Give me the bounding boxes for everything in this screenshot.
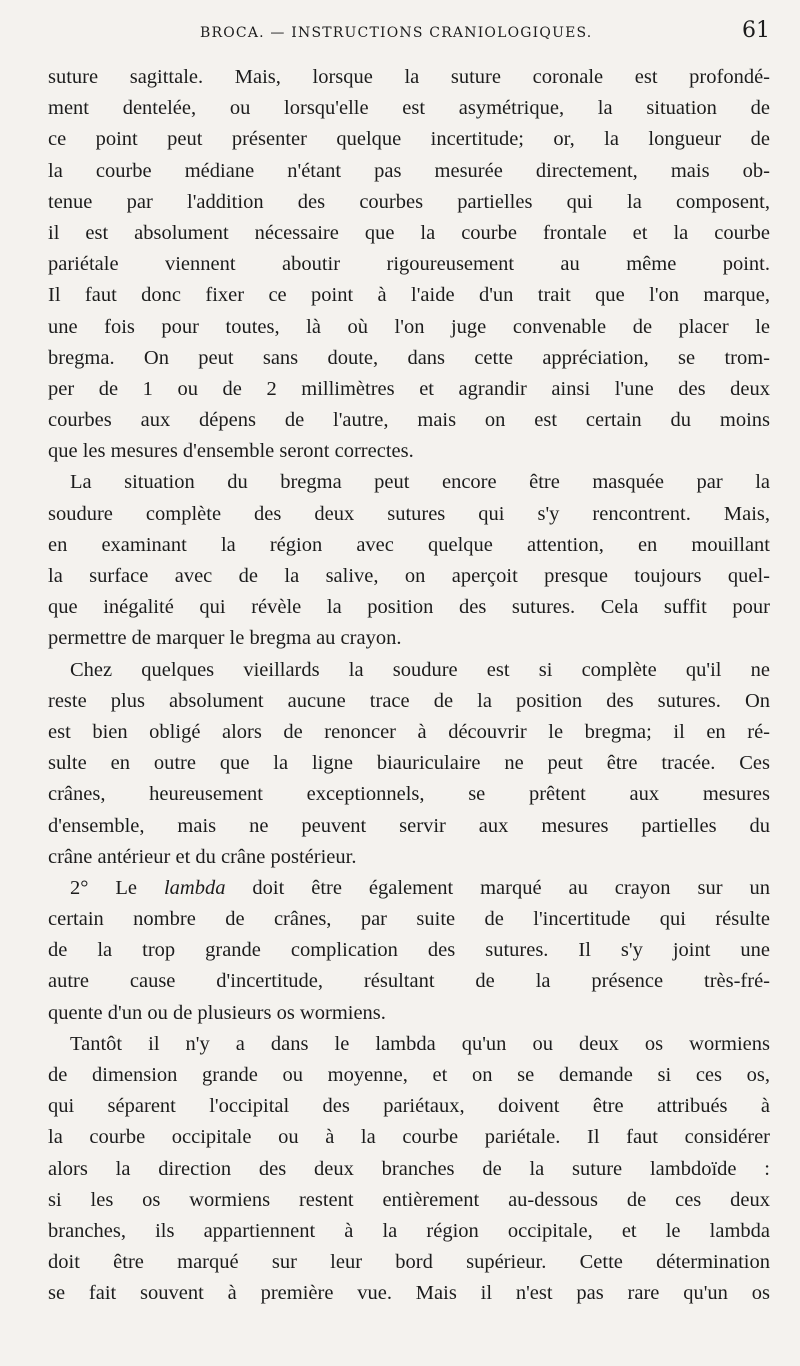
text-line: per de 1 ou de 2 millimètres et agrandir ainsi l'une des deux	[48, 377, 770, 400]
text-line: en examinant la région avec quelque attention, en mouillant	[48, 533, 770, 556]
text-line: de dimension grande ou moyenne, et on se demande si ces os,	[48, 1064, 770, 1086]
paragraph-end-line: crâne antérieur et du crâne postérieur.	[48, 845, 357, 868]
page-number: 61	[742, 18, 770, 43]
text-line: de la trop grande complication des sutures. Il s'y joint une	[48, 939, 770, 962]
paragraph-start-line	[48, 873, 770, 904]
text-line: la surface avec de la salive, on aperçoit presque toujours quel-	[48, 565, 770, 587]
text-line: si les os wormiens restent entièrement au-dessous de ces deux	[48, 1188, 770, 1211]
text-line: suture sagittale. Mais, lorsque la suture coronale est profondé-	[48, 66, 770, 88]
text-line: qui séparent l'occipital des pariétaux, doivent être attribués à	[48, 1095, 770, 1118]
line-continuation: doit être également marqué au crayon sur un	[225, 876, 770, 899]
text-line: la courbe occipitale ou à la courbe pariétale. Il faut considérer	[48, 1126, 770, 1149]
paragraph-start-line: Chez quelques vieillards la soudure est si complète qu'il ne	[70, 658, 770, 681]
text-line: pariétale viennent aboutir rigoureusement au même point.	[48, 253, 770, 276]
paragraph-start-line: La situation du bregma peut encore être masquée par la	[70, 471, 770, 494]
text-line: certain nombre de crânes, par suite de l'incertitude qui résulte	[48, 908, 770, 931]
text-line: doit être marqué sur leur bord supérieur. Cette détermination	[48, 1251, 770, 1274]
body-text	[48, 62, 770, 1310]
text-line: courbes aux dépens de l'autre, mais on est certain du moins	[48, 409, 770, 432]
running-header	[200, 18, 770, 52]
lambda-term: lambda	[163, 876, 226, 899]
text-line: une fois pour toutes, là où l'on juge convenable de placer le	[48, 315, 770, 338]
text-line: branches, ils appartiennent à la région occipitale, et le lambda	[48, 1219, 770, 1242]
paragraph-end-line: que les mesures d'ensemble seront correctes.	[48, 440, 414, 463]
text-line: tenue par l'addition des courbes partielles qui la composent,	[48, 190, 770, 213]
text-line: que inégalité qui révèle la position des sutures. Cela suffit pour	[48, 596, 770, 619]
text-line: la courbe médiane n'étant pas mesurée directement, mais ob-	[48, 159, 770, 182]
text-line: se fait souvent à première vue. Mais il n'est pas rare qu'un os	[48, 1282, 770, 1305]
text-line: alors la direction des deux branches de la suture lambdoïde :	[48, 1157, 770, 1180]
text-line: il est absolument nécessaire que la courbe frontale et la courbe	[48, 221, 770, 244]
section-number: 2° Le	[70, 876, 164, 899]
paragraph-start-line: Tantôt il n'y a dans le lambda qu'un ou deux os wormiens	[70, 1032, 770, 1055]
text-line: reste plus absolument aucune trace de la position des sutures. On	[48, 689, 770, 712]
text-line: Il faut donc fixer ce point à l'aide d'un trait que l'on marque,	[48, 284, 770, 307]
text-line: ce point peut présenter quelque incertitude; or, la longueur de	[48, 128, 770, 151]
text-line: d'ensemble, mais ne peuvent servir aux mesures partielles du	[48, 814, 770, 837]
text-line: bregma. On peut sans doute, dans cette appréciation, se trom-	[48, 346, 770, 369]
text-line: sulte en outre que la ligne biauriculaire ne peut être tracée. Ces	[48, 752, 770, 775]
text-line: crânes, heureusement exceptionnels, se prêtent aux mesures	[48, 783, 770, 806]
text-line: autre cause d'incertitude, résultant de la présence très-fré-	[48, 970, 770, 993]
text-line: est bien obligé alors de renoncer à découvrir le bregma; il en ré-	[48, 720, 770, 743]
paragraph-end-line: permettre de marquer le bregma au crayon.	[48, 627, 402, 650]
text-line: soudure complète des deux sutures qui s'y rencontrent. Mais,	[48, 502, 770, 525]
running-title: BROCA. — INSTRUCTIONS CRANIOLOGIQUES.	[200, 25, 593, 41]
paragraph-end-line: quente d'un ou de plusieurs os wormiens.	[48, 1001, 386, 1024]
text-line: ment dentelée, ou lorsqu'elle est asymétrique, la situation de	[48, 97, 770, 120]
